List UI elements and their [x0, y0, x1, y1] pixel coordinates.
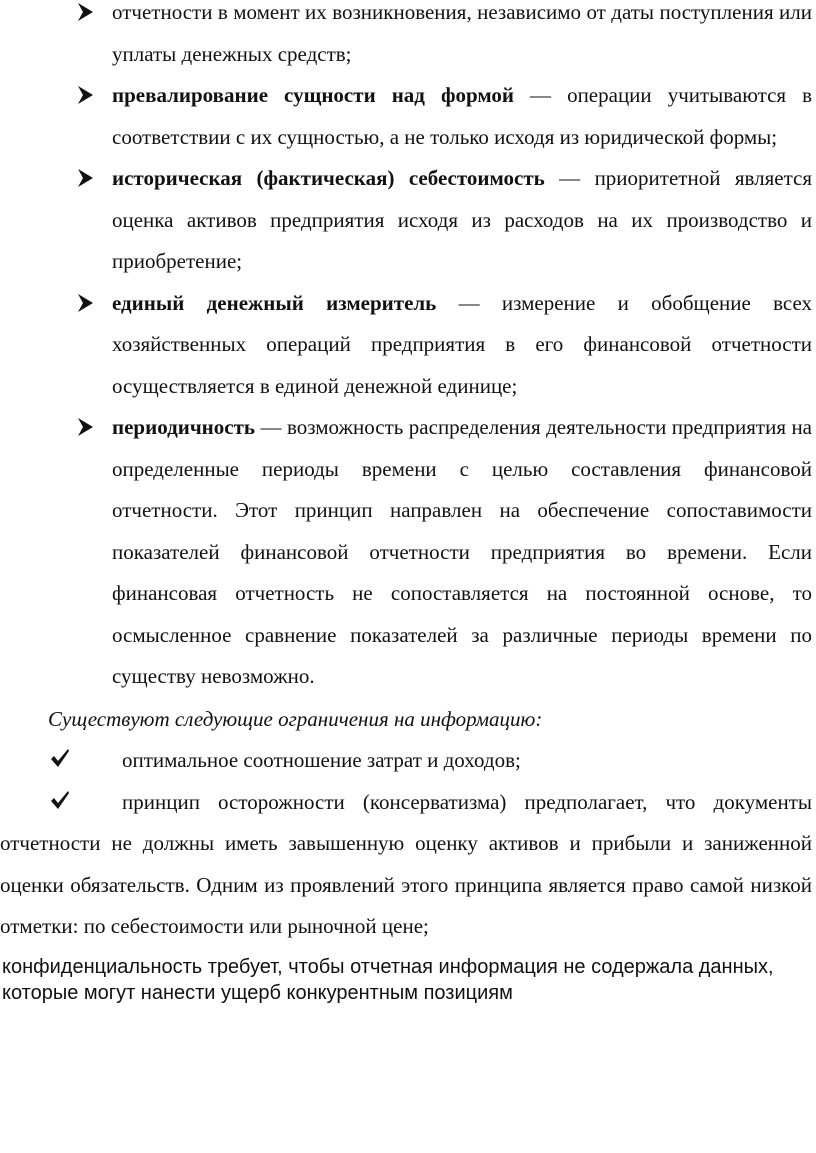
bullet-term: превалирование сущности над формой: [112, 83, 514, 107]
arrowhead-bullet-icon: [78, 283, 98, 324]
bullet-item-monetary-unit: [112, 283, 812, 408]
checkmark-icon: [50, 782, 72, 823]
bullet-item-historical-cost: [112, 158, 812, 283]
arrowhead-bullet-icon: [78, 158, 98, 199]
bullet-text: измерение и обобщение всех хозяйственных операций предприятия в его финансовой отчетности осуществляется в единой денежной единице;: [112, 290, 813, 398]
bullet-text: операции учитываются в соответствии с их сущностью, а не только исходя из юридической формы;: [112, 83, 813, 149]
bullet-item-periodicity: [112, 407, 812, 698]
limitation-text: принцип осторожности (консерватизма) предполагает, что документы отчетности не должны иметь завышенную оценку активов и прибыли и заниженной оценки обязательств. Одним из проявлений этого принципа является право самой низкой отметки: по себестоимости или рыночной цене;: [0, 789, 812, 938]
limitation-item-cost-benefit: [122, 740, 816, 782]
limitations-intro: Существуют следующие ограничения на информацию:: [48, 706, 543, 731]
em-dash: —: [544, 166, 595, 190]
bullet-item-substance-over-form: [112, 75, 812, 158]
bullet-term: единый денежный измеритель: [112, 290, 437, 315]
bullet-term: историческая (фактическая) себестоимость: [112, 166, 545, 190]
em-dash: —: [513, 83, 568, 107]
confidentiality-paragraph: конфиденциальность требует, чтобы отчетная информация не содержала данных, которые могут нанести ущерб конкурентным позициям: [2, 955, 774, 1004]
em-dash: —: [436, 290, 502, 315]
em-dash: —: [255, 415, 287, 439]
arrowhead-bullet-icon: [78, 75, 98, 116]
arrowhead-bullet-icon: [78, 407, 98, 448]
bullet-text: приоритетной является оценка активов предприятия исходя из расходов на их производство и приобретение;: [112, 166, 812, 273]
limitation-item-prudence: [0, 782, 812, 948]
bullet-text: отчетности в момент их возникновения, независимо от даты поступления или уплаты денежных средств;: [112, 0, 812, 66]
checkmark-icon: [50, 740, 72, 781]
bullet-term: периодичность: [112, 415, 256, 439]
limitation-text: оптимальное соотношение затрат и доходов;: [122, 748, 521, 772]
arrowhead-bullet-icon: [78, 0, 98, 33]
bullet-text: возможность распределения деятельности предприятия на определенные периоды времени с целью составления финансовой отчетности. Этот принцип направлен на обеспечение сопоставимости показателей финансовой отчетности предприятия во времени. Если финансовая отчетность не сопоставляется на постоянной основе, то осмысленное сравнение показателей за различные периоды времени по существу невозможно.: [112, 415, 813, 688]
bullet-item-accrual: [112, 0, 812, 75]
